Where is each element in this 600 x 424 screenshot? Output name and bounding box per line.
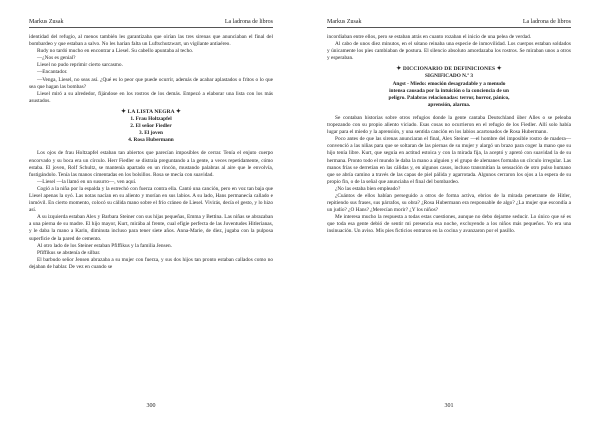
paragraph: ¿Cuántos de ellos habían perseguido a otros de forma activa, ebrios de la mirada penetrante de Hitler, repitiendo sus frases, sus párrafos, su obra? ¿Rosa Hubermann era responsable de algo? ¿La mujer que escondía a un judío? ¿O Hans? ¿Merecían morir? ¿Y los niños?	[327, 192, 571, 214]
paragraph: Rudy no tardó mucho en encontrar a Liesel. Su cabello apuntaba al techo.	[37, 48, 194, 55]
left-page-body	[29, 34, 273, 271]
list-item: 1. Frau Holtzapfel	[130, 116, 172, 123]
paragraph: Me interesa mucho la respuesta a todas estas cuestiones, aunque no debo dejarme seducir. Lo único que sé es que toda esa gente debió de sentir mi presencia esa noche, excluyendo a los niños más pequeños. Yo era una insinuación. Un aviso. Mis pies ficticios entraron en la cocina y avanzaron por el pasillo.	[327, 214, 571, 235]
header-book-title: La ladrona de libros	[224, 19, 273, 25]
black-list-title: ✦ LA LISTA NEGRA ✦	[120, 108, 182, 115]
dictionary-definition: Angst - Miedo: emoción desagradable y a menudo intensa causada por la intuición o la conciencia de un peligro. Palabras relacionadas: terror, horror, pánico, aprensión, alarma.	[388, 80, 510, 108]
left-page-header	[29, 19, 273, 28]
black-list	[29, 116, 273, 144]
black-list-box	[29, 109, 273, 144]
right-page-body	[327, 34, 571, 236]
list-item: 4. Rosa Hubermann	[128, 137, 174, 144]
star-bullet-icon: ✦	[496, 66, 502, 73]
header-author: Markus Zusak	[327, 19, 362, 25]
header-book-title: La ladrona de libros	[522, 19, 571, 25]
paragraph: Liesel miró a su alrededor, fijándose en los rostros de los demás. Empezó a elaborar una lista con los más asustados.	[29, 90, 273, 104]
list-item: 2. El señor Fiedler	[130, 123, 172, 130]
dictionary-title: ✦ DICCIONARIO DE DEFINICIONES ✦	[396, 66, 502, 73]
paragraph: —Encantador.	[37, 69, 68, 76]
star-bullet-icon: ✦	[396, 66, 402, 73]
star-bullet-icon: ✦	[175, 108, 182, 115]
page-number: 301	[444, 402, 454, 409]
paragraph: A su izquierda estaban Alex y Barbara Steiner con sus hijas pequeñas, Emma y Bettina. Las niñas se abrazaban a una pierna de su madre. El hijo mayor, Kurt, mirába al frente, cual efigie perfecta de las Juventudes Hitlerianas, y le daba la mano a Karin, diminuta incluso para tener siete años. Anna-Marie, de diez, jugaba con la pulposa superficie de la pared de cemento.	[29, 214, 273, 242]
paragraph: Cogió a la niña por la espalda y la estrechó con fuerza contra ella. Cantó una canción, pero en voz tan baja que Liesel apenas la oyó. Las notas nacían en su aliento y morían en sus labios. A su lado, Hans permanecía callado e inmóvil. En cierto momento, colocó su cálida mano sobre el frío cráneo de Liesel. Vivirás, decía el gesto, y lo hizo así.	[29, 185, 273, 214]
paragraph: —¿Nos es genial?	[37, 55, 76, 62]
paragraph: identidad del refugio, al menos también les garantizaba que oirían las tres sirenas que anunciaban el final del bombardeo y que estaban a salvo. No les harían falta un Luftschutzwart, un vigilante antiaéreo.	[29, 34, 273, 48]
dictionary-box	[327, 66, 571, 109]
paragraph: Al otro lado de los Steiner estaban Pfiffikus y la familia Jensen.	[37, 242, 172, 249]
paragraph: Al cabo de unos diez minutos, en el sótano reinaba una especie de inmovilidad. Los cuerpos estaban soldados y únicamente los pies cambiaban de postura. El silencio absoluto amordazaba los rostros. Se miraban unos a otros y esperaban.	[327, 41, 571, 62]
paragraph: Se contaban historias sobre otros refugios donde la gente cantaba Deutschland über Alles o se peleaba tropezando con su propio aliento viciado. Esas cosas no ocurrieron en el refugio de los Fiedler. Allí solo había lugar para el miedo y la aprensión, y una sentida canción en los labios acartonados de Rosa Hubermann.	[327, 114, 571, 136]
right-page-header	[327, 19, 571, 28]
left-page	[29, 0, 273, 424]
paragraph: —Venga, Liesel, no seas así. ¿Qué es lo peor que puede ocurrir, además de acabar aplastados o fritos o lo que sea que hagan las bombas?	[29, 76, 273, 90]
paragraph: —Liesel —la llamó en un susurro—, ven aquí.	[37, 178, 137, 185]
right-page	[327, 0, 571, 424]
paragraph: Pfiffikus se abstenía de silbar.	[37, 249, 101, 256]
star-bullet-icon: ✦	[120, 108, 127, 115]
paragraph: ¿No las estaba bien empleado?	[335, 185, 401, 192]
paragraph: Liesel no pudo reprimir cierto sarcasmo.	[37, 62, 123, 69]
paragraph: Los ojos de frau Holtzapfel estaban tan abiertos que parecían imposibles de cerrar. Tenía el enjuto cuerpo encorvado y su boca era un círculo. Herr Fiedler se distraía preguntando a la gente, a veces repetidamente, cómo estaba. El joven, Rolf Schultz, se mantenía apartado en un rincón, mustando palabras al aire que le envolvía, fustigándolo. Tenía las manos cimentadas en los bolsillos. Rosa se mecía con suavidad.	[29, 150, 273, 178]
paragraph: Poco antes de que las sirenas anunciaran el final, Alex Steiner —el hombre del imposible rostro de madera— convenció a las niñas para que se soltaran de las piernas de su mujer y alargó un brazo para coger la mano que su hijo tenía libre. Kurt, que seguía en actitud estoica y con la mirada fija, la aceptó y apretó con suavidad la de su hermana. Pronto todo el mundo le daba la mano a alguien y el grupo de alemanes formaba un círculo irregular. Las manos frías se derretían en las cálidas y, en algunos casos, incluso transmitían la sensación de otro pulso humano que se abría camino a través de las capas de piel pálida y agarrotada. Algunos cerraron los ojos a la espera de su propio fin, o de la señal que anunciaba el final del bombardeo.	[327, 136, 571, 185]
dictionary-subtitle: SIGNIFICADO N.º 3	[424, 73, 474, 80]
list-item: 3. El joven	[139, 130, 163, 137]
header-author: Markus Zusak	[29, 19, 64, 25]
paragraph: El barbudo señor Jensen abrazaba a su mujer con fuerza, y sus dos hijos tan pronto estaban callados como no dejaban de hablar. De vez en cuando se	[29, 256, 273, 270]
paragraph: incordiaban entre ellos, pero se estaban atrás en cuanto rozaban el inicio de una pelea de verdad.	[327, 34, 532, 40]
page-number: 300	[146, 402, 156, 409]
